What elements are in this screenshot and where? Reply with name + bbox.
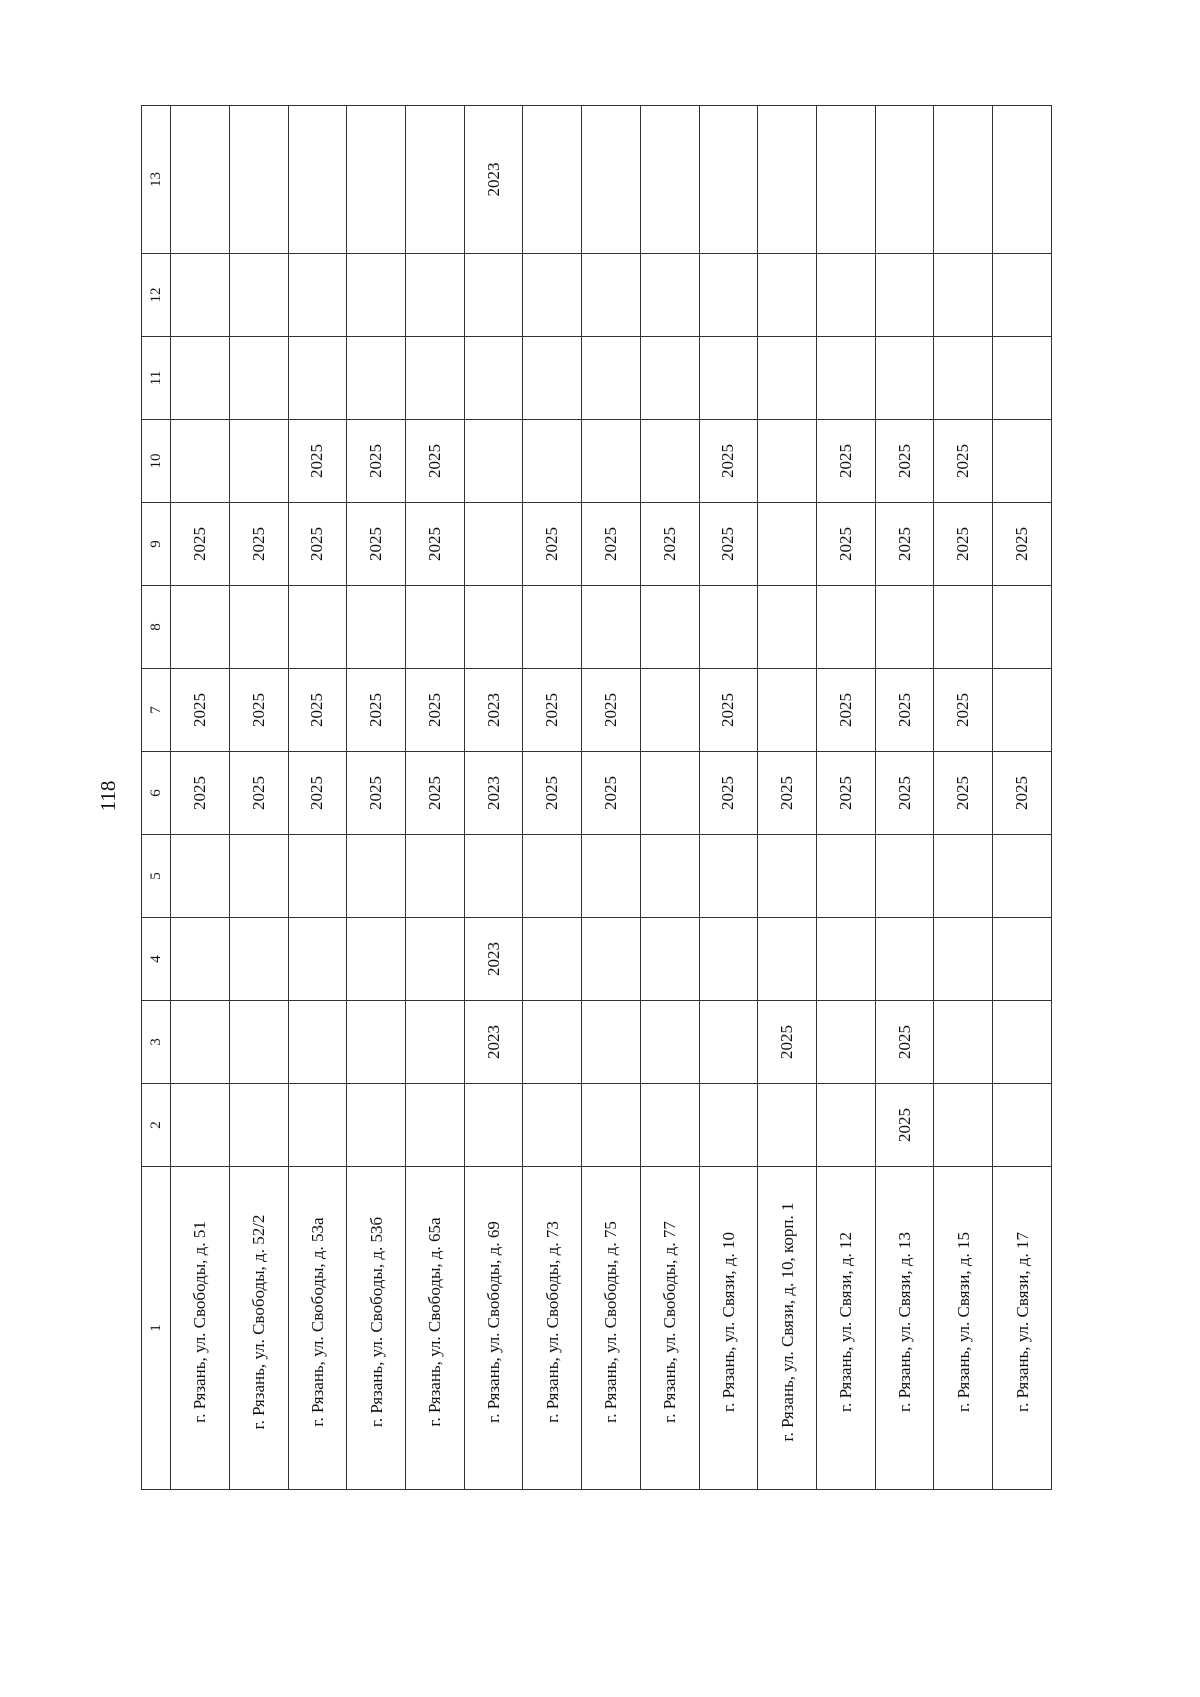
year-cell-col-3: 2025 [875,1001,934,1084]
year-cell-col-11 [875,337,934,420]
year-cell-col-6: 2025 [405,752,464,835]
year-cell-col-12 [934,254,993,337]
year-cell-col-4 [758,918,817,1001]
year-cell-col-13 [229,106,288,254]
year-cell-col-9: 2025 [875,503,934,586]
table-row [816,106,875,1490]
table-row [758,106,817,1490]
year-cell-col-9: 2025 [523,503,582,586]
page-number: 118 [95,780,120,812]
year-cell-col-7 [758,669,817,752]
table-row [993,106,1052,1490]
address-cell: г. Рязань, ул. Свободы, д. 52/2 [229,1167,288,1490]
year-cell-col-10: 2025 [288,420,347,503]
year-cell-col-11 [229,337,288,420]
year-cell-col-11 [582,337,641,420]
year-cell-col-10: 2025 [699,420,758,503]
year-cell-col-13 [523,106,582,254]
address-cell: г. Рязань, ул. Свободы, д. 73 [523,1167,582,1490]
year-cell-col-11 [816,337,875,420]
year-cell-col-11 [464,337,523,420]
year-cell-col-10 [582,420,641,503]
year-cell-col-13 [347,106,406,254]
year-cell-col-12 [758,254,817,337]
year-cell-col-7 [993,669,1052,752]
column-number-7: 7 [142,669,171,752]
year-cell-col-8 [699,586,758,669]
year-cell-col-12 [523,254,582,337]
year-cell-col-13 [405,106,464,254]
year-cell-col-6: 2025 [523,752,582,835]
table-row [347,106,406,1490]
year-cell-col-6: 2025 [875,752,934,835]
year-cell-col-9: 2025 [934,503,993,586]
year-cell-col-3 [288,1001,347,1084]
year-cell-col-12 [464,254,523,337]
year-cell-col-2 [347,1084,406,1167]
table-row [582,106,641,1490]
year-cell-col-3 [699,1001,758,1084]
year-cell-col-12 [288,254,347,337]
address-cell: г. Рязань, ул. Свободы, д. 53а [288,1167,347,1490]
year-cell-col-12 [699,254,758,337]
address-cell: г. Рязань, ул. Связи, д. 13 [875,1167,934,1490]
year-cell-col-11 [699,337,758,420]
year-cell-col-13: 2023 [464,106,523,254]
year-cell-col-4 [171,918,230,1001]
year-cell-col-6: 2025 [699,752,758,835]
year-cell-col-3 [934,1001,993,1084]
column-number-3: 3 [142,1001,171,1084]
year-cell-col-5 [229,835,288,918]
year-cell-col-4 [582,918,641,1001]
year-cell-col-8 [875,586,934,669]
year-cell-col-2 [288,1084,347,1167]
table-row [640,106,699,1490]
table-row [875,106,934,1490]
address-cell: г. Рязань, ул. Связи, д. 12 [816,1167,875,1490]
address-cell: г. Рязань, ул. Свободы, д. 65а [405,1167,464,1490]
address-cell: г. Рязань, ул. Свободы, д. 53б [347,1167,406,1490]
table-row [523,106,582,1490]
table-row [229,106,288,1490]
year-cell-col-5 [699,835,758,918]
year-cell-col-10 [171,420,230,503]
year-cell-col-4 [288,918,347,1001]
address-cell: г. Рязань, ул. Связи, д. 10, корп. 1 [758,1167,817,1490]
year-cell-col-8 [993,586,1052,669]
year-cell-col-4 [934,918,993,1001]
year-cell-col-9: 2025 [993,503,1052,586]
column-number-6: 6 [142,752,171,835]
column-number-1: 1 [142,1167,171,1490]
address-cell: г. Рязань, ул. Свободы, д. 51 [171,1167,230,1490]
column-number-13: 13 [142,106,171,254]
year-cell-col-4 [993,918,1052,1001]
year-cell-col-6: 2025 [934,752,993,835]
year-cell-col-13 [288,106,347,254]
year-cell-col-8 [288,586,347,669]
year-cell-col-9: 2025 [640,503,699,586]
year-cell-col-6: 2025 [993,752,1052,835]
column-number-8: 8 [142,586,171,669]
year-cell-col-6: 2025 [347,752,406,835]
year-cell-col-12 [582,254,641,337]
year-cell-col-4 [640,918,699,1001]
year-cell-col-10: 2025 [875,420,934,503]
address-cell: г. Рязань, ул. Связи, д. 15 [934,1167,993,1490]
table-row [699,106,758,1490]
year-cell-col-7: 2025 [405,669,464,752]
year-cell-col-10 [758,420,817,503]
year-cell-col-7: 2025 [582,669,641,752]
year-cell-col-6: 2023 [464,752,523,835]
year-cell-col-10: 2025 [934,420,993,503]
year-cell-col-3 [171,1001,230,1084]
year-cell-col-8 [171,586,230,669]
year-cell-col-6: 2025 [758,752,817,835]
year-cell-col-6 [640,752,699,835]
address-cell: г. Рязань, ул. Свободы, д. 75 [582,1167,641,1490]
year-cell-col-13 [758,106,817,254]
year-cell-col-6: 2025 [171,752,230,835]
year-cell-col-13 [640,106,699,254]
year-cell-col-6: 2025 [816,752,875,835]
year-cell-col-8 [934,586,993,669]
year-cell-col-5 [347,835,406,918]
year-cell-col-4 [229,918,288,1001]
column-number-5: 5 [142,835,171,918]
year-cell-col-4 [405,918,464,1001]
year-cell-col-13 [582,106,641,254]
year-cell-col-4 [699,918,758,1001]
year-cell-col-9: 2025 [405,503,464,586]
year-cell-col-9 [758,503,817,586]
year-cell-col-10: 2025 [816,420,875,503]
year-cell-col-7: 2025 [288,669,347,752]
year-cell-col-11 [640,337,699,420]
table-row [405,106,464,1490]
year-cell-col-13 [875,106,934,254]
address-cell: г. Рязань, ул. Связи, д. 10 [699,1167,758,1490]
column-number-12: 12 [142,254,171,337]
year-cell-col-11 [347,337,406,420]
column-number-11: 11 [142,337,171,420]
year-cell-col-10 [464,420,523,503]
year-cell-col-2 [523,1084,582,1167]
year-cell-col-3: 2023 [464,1001,523,1084]
year-cell-col-5 [288,835,347,918]
year-cell-col-7: 2023 [464,669,523,752]
year-cell-col-9: 2025 [171,503,230,586]
year-cell-col-11 [934,337,993,420]
year-cell-col-2 [640,1084,699,1167]
year-cell-col-11 [993,337,1052,420]
year-cell-col-5 [934,835,993,918]
year-cell-col-5 [758,835,817,918]
year-cell-col-3 [640,1001,699,1084]
year-cell-col-9: 2025 [347,503,406,586]
year-cell-col-6: 2025 [229,752,288,835]
year-cell-col-13 [993,106,1052,254]
year-cell-col-4 [347,918,406,1001]
year-cell-col-3 [229,1001,288,1084]
year-cell-col-4: 2023 [464,918,523,1001]
table-row [171,106,230,1490]
year-cell-col-10 [640,420,699,503]
table-row [464,106,523,1490]
year-cell-col-2 [816,1084,875,1167]
year-cell-col-2 [582,1084,641,1167]
year-cell-col-10 [229,420,288,503]
year-cell-col-7: 2025 [171,669,230,752]
year-cell-col-12 [875,254,934,337]
year-cell-col-8 [523,586,582,669]
year-cell-col-8 [640,586,699,669]
year-cell-col-5 [464,835,523,918]
year-cell-col-7: 2025 [523,669,582,752]
year-cell-col-10: 2025 [347,420,406,503]
year-cell-col-9: 2025 [699,503,758,586]
year-cell-col-3 [523,1001,582,1084]
year-cell-col-8 [229,586,288,669]
year-cell-col-6: 2025 [288,752,347,835]
year-cell-col-2 [699,1084,758,1167]
year-cell-col-3 [582,1001,641,1084]
year-cell-col-7: 2025 [699,669,758,752]
year-cell-col-5 [993,835,1052,918]
column-number-10: 10 [142,420,171,503]
table-row [934,106,993,1490]
table-rotated-container [141,106,1052,1490]
year-cell-col-9 [464,503,523,586]
year-cell-col-4 [816,918,875,1001]
year-cell-col-12 [405,254,464,337]
address-cell: г. Рязань, ул. Связи, д. 17 [993,1167,1052,1490]
year-cell-col-13 [816,106,875,254]
year-cell-col-9: 2025 [288,503,347,586]
year-cell-col-11 [405,337,464,420]
column-number-2: 2 [142,1084,171,1167]
year-cell-col-7: 2025 [875,669,934,752]
year-cell-col-2 [229,1084,288,1167]
year-cell-col-5 [171,835,230,918]
year-cell-col-3: 2025 [758,1001,817,1084]
year-cell-col-13 [699,106,758,254]
year-cell-col-13 [171,106,230,254]
year-cell-col-12 [347,254,406,337]
year-cell-col-2 [993,1084,1052,1167]
year-cell-col-2 [464,1084,523,1167]
column-number-9: 9 [142,503,171,586]
year-cell-col-7: 2025 [347,669,406,752]
year-cell-col-11 [758,337,817,420]
year-cell-col-7: 2025 [816,669,875,752]
year-cell-col-5 [640,835,699,918]
year-cell-col-2 [758,1084,817,1167]
year-cell-col-6: 2025 [582,752,641,835]
table-header-row [142,106,171,1490]
year-cell-col-11 [171,337,230,420]
year-cell-col-3 [993,1001,1052,1084]
year-cell-col-4 [875,918,934,1001]
year-cell-col-9: 2025 [816,503,875,586]
year-cell-col-11 [523,337,582,420]
table-row [288,106,347,1490]
year-cell-col-10: 2025 [405,420,464,503]
year-cell-col-2 [171,1084,230,1167]
year-cell-col-12 [171,254,230,337]
year-cell-col-8 [582,586,641,669]
year-cell-col-5 [582,835,641,918]
year-cell-col-8 [464,586,523,669]
year-cell-col-12 [816,254,875,337]
address-cell: г. Рязань, ул. Свободы, д. 77 [640,1167,699,1490]
year-cell-col-8 [347,586,406,669]
year-cell-col-10 [993,420,1052,503]
year-cell-col-2: 2025 [875,1084,934,1167]
year-cell-col-3 [816,1001,875,1084]
address-cell: г. Рязань, ул. Свободы, д. 69 [464,1167,523,1490]
year-cell-col-7: 2025 [229,669,288,752]
year-cell-col-5 [405,835,464,918]
year-cell-col-13 [934,106,993,254]
year-cell-col-5 [816,835,875,918]
year-cell-col-12 [640,254,699,337]
year-cell-col-9: 2025 [582,503,641,586]
year-cell-col-8 [405,586,464,669]
year-cell-col-4 [523,918,582,1001]
year-cell-col-10 [523,420,582,503]
year-cell-col-3 [347,1001,406,1084]
year-cell-col-2 [405,1084,464,1167]
year-cell-col-9: 2025 [229,503,288,586]
column-number-4: 4 [142,918,171,1001]
year-cell-col-2 [934,1084,993,1167]
year-cell-col-8 [816,586,875,669]
schedule-table [141,105,1052,1490]
year-cell-col-7: 2025 [934,669,993,752]
year-cell-col-5 [523,835,582,918]
year-cell-col-12 [993,254,1052,337]
year-cell-col-3 [405,1001,464,1084]
year-cell-col-8 [758,586,817,669]
year-cell-col-11 [288,337,347,420]
year-cell-col-7 [640,669,699,752]
year-cell-col-12 [229,254,288,337]
year-cell-col-5 [875,835,934,918]
